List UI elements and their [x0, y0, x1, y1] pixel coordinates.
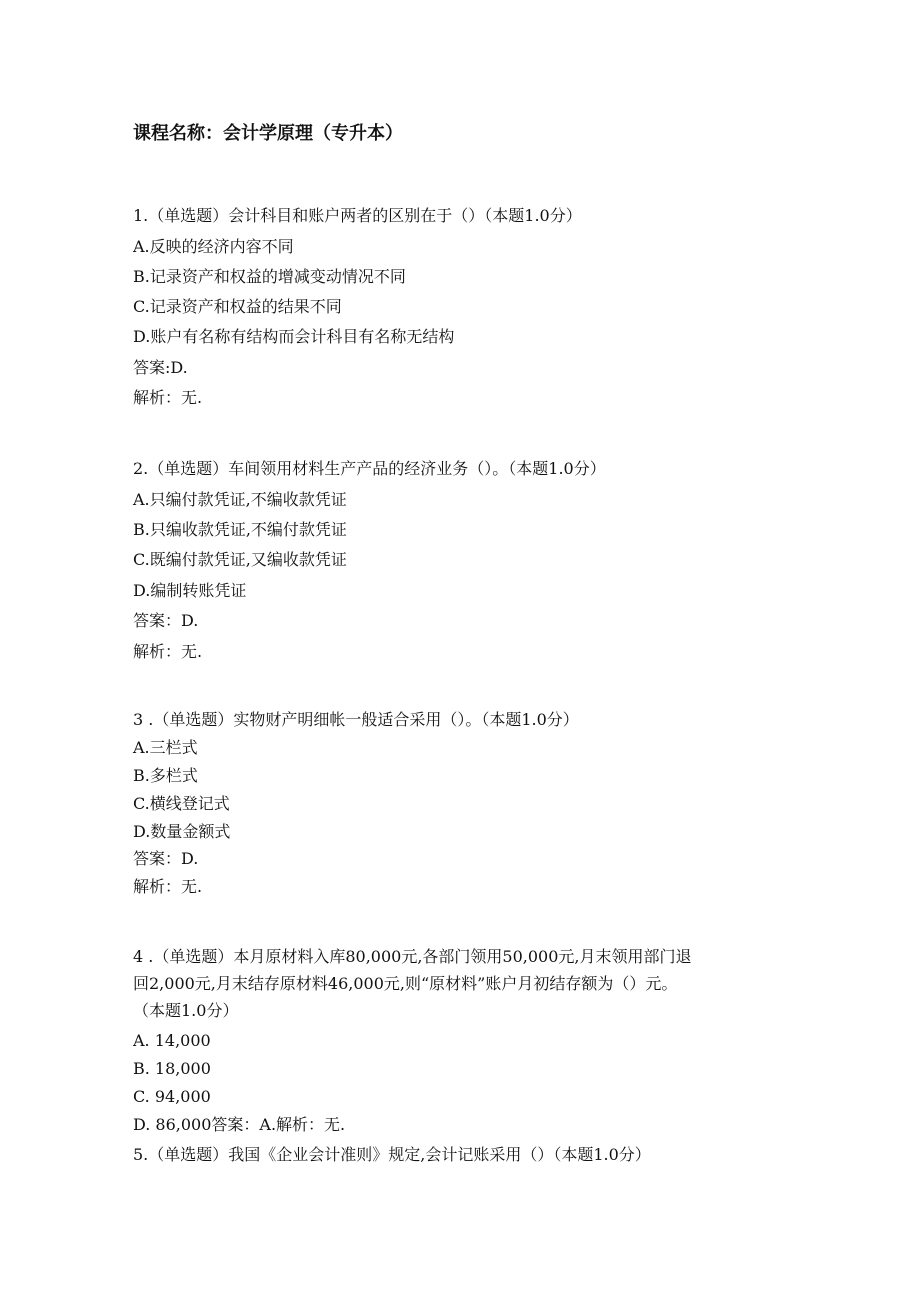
question-1-stem: 1.（单选题）会计科目和账户两者的区别在于（）（本题1.0分）	[133, 206, 582, 225]
question-3-analysis: 解析：无.	[133, 877, 203, 896]
question-2-answer: 答案：D.	[133, 611, 199, 630]
question-3-option-a: A.三栏式	[133, 738, 198, 757]
question-1-answer: 答案:D.	[133, 358, 188, 377]
question-4-option-d: D. 86,000答案：A.解析：无.	[133, 1115, 346, 1134]
question-2-option-a: A.只编付款凭证,不编收款凭证	[133, 490, 347, 509]
question-2-stem: 2.（单选题）车间领用材料生产产品的经济业务（）。（本题1.0分）	[133, 459, 606, 478]
question-4-stem-line-2: 回2,000元,月末结存原材料46,000元,则“原材料”账户月初结存额为（）元。	[133, 974, 678, 993]
question-1-option-b: B.记录资产和权益的增减变动情况不同	[133, 267, 406, 286]
question-2-option-d: D.编制转账凭证	[133, 581, 247, 600]
question-5-stem: 5.（单选题）我国《企业会计准则》规定,会计记账采用（）（本题1.0分）	[133, 1145, 651, 1164]
question-1-option-a: A.反映的经济内容不同	[133, 237, 294, 256]
question-3-option-d: D.数量金额式	[133, 822, 231, 841]
question-4-option-b: B. 18,000	[133, 1059, 211, 1078]
question-4-stem-line-1: 4 .（单选题）本月原材料入库80,000元,各部门领用50,000元,月末领用部门退	[133, 947, 692, 966]
course-title: 课程名称：会计学原理（专升本）	[133, 123, 403, 144]
question-3-stem: 3 .（单选题）实物财产明细帐一般适合采用（）。（本题1.0分）	[133, 710, 579, 729]
question-1-option-c: C.记录资产和权益的结果不同	[133, 297, 342, 316]
question-1-analysis: 解析：无.	[133, 388, 203, 407]
question-1-option-d: D.账户有名称有结构而会计科目有名称无结构	[133, 327, 455, 346]
question-2-option-b: B.只编收款凭证,不编付款凭证	[133, 520, 347, 539]
question-4-option-c: C. 94,000	[133, 1087, 211, 1106]
question-4-option-a: A. 14,000	[133, 1031, 211, 1050]
question-2-analysis: 解析：无.	[133, 642, 203, 661]
question-3-answer: 答案：D.	[133, 849, 199, 868]
question-2-option-c: C.既编付款凭证,又编收款凭证	[133, 550, 347, 569]
question-3-option-c: C.横线登记式	[133, 794, 230, 813]
question-4-stem-line-3: （本题1.0分）	[133, 1001, 239, 1020]
question-3-option-b: B.多栏式	[133, 766, 198, 785]
